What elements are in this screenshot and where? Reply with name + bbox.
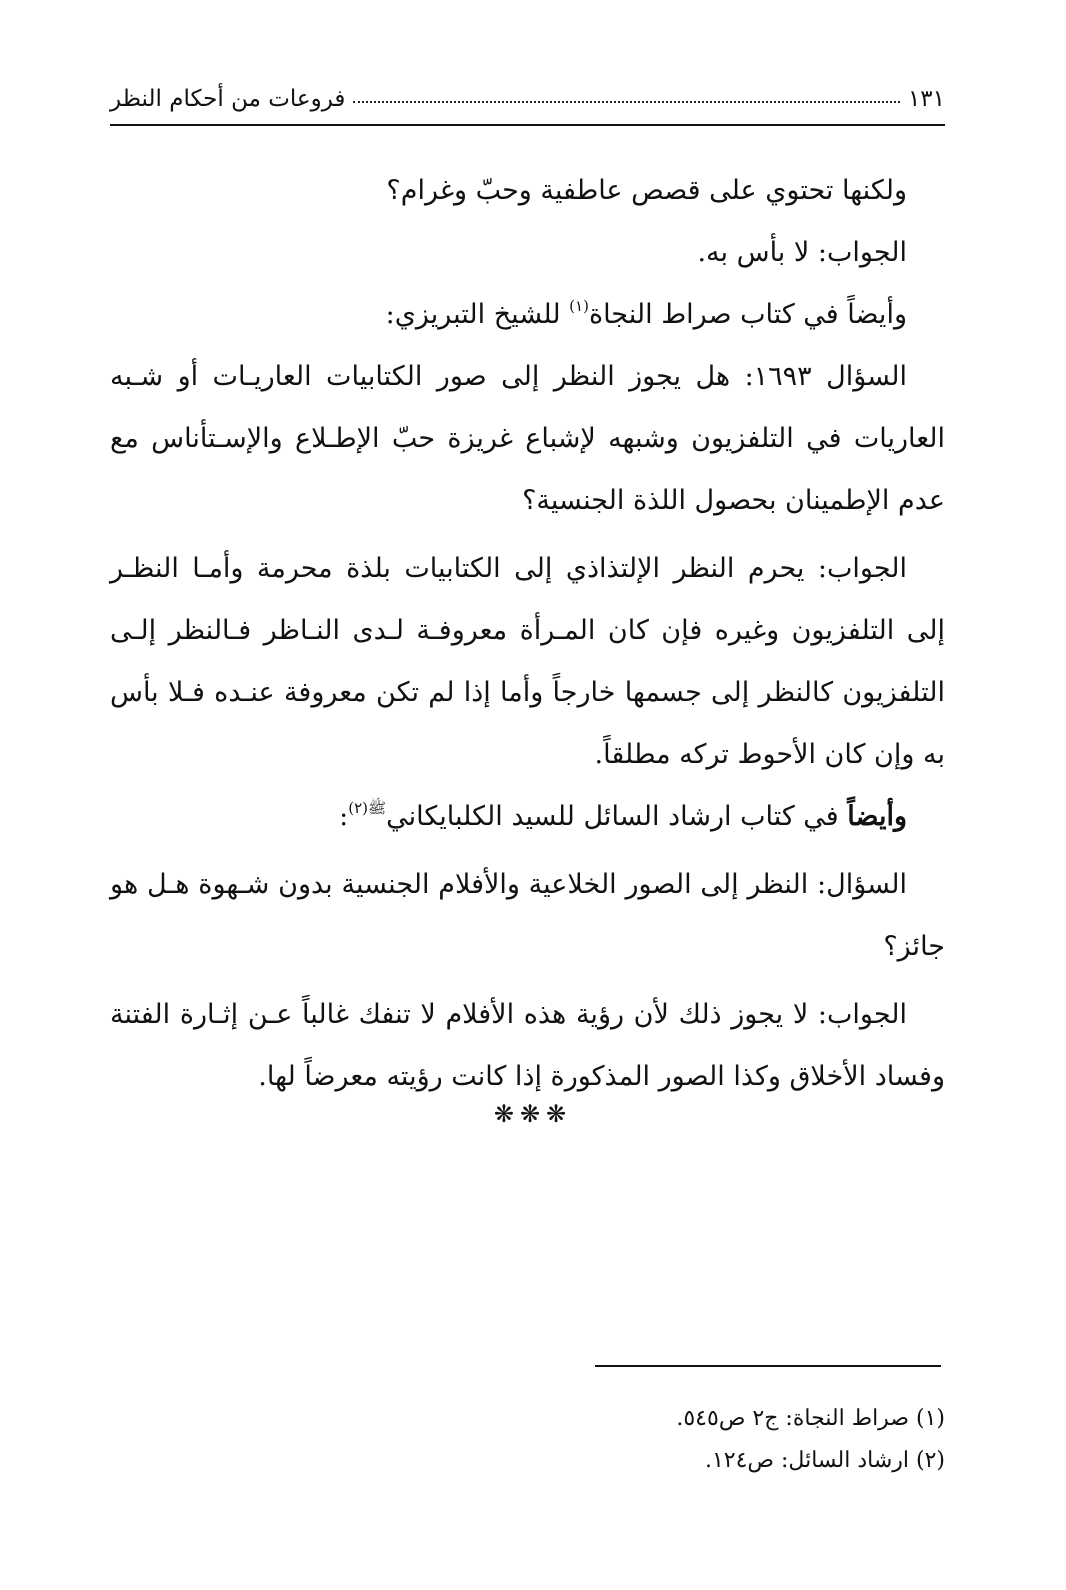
page-header bbox=[110, 72, 945, 112]
paragraph-answer-2: الجواب: يحرم النظر الإلتذاذي إلى الكتابيات بلذة محرمة وأمـا النظـر إلى التلفزيون وغيره فإن كان المـرأة معروفـة لـدى النـاظر فـالنظر إلـى التلفزيون كالنظر إلى جسمها خارجاً وأما إذا لم تكن معروفة عنـده فـلا بأس به وإن كان الأحوط تركه مطلقاً. bbox=[110, 553, 945, 770]
source-1-text: وأيضاً في كتاب صراط النجاة bbox=[588, 299, 907, 330]
paragraph-source-1 bbox=[110, 284, 945, 346]
footnote-2: (٢) ارشاد السائل: ص١٢٤. bbox=[704, 1448, 945, 1473]
page-number: ١٣١ bbox=[907, 86, 945, 112]
paragraph-answer-1: الجواب: لا بأس به. bbox=[697, 237, 907, 268]
running-title: فروعات من أحكام النظر bbox=[110, 86, 346, 112]
body-text bbox=[110, 160, 945, 1108]
source-2-text: في كتاب ارشاد السائل للسيد الكلبايكاني bbox=[386, 801, 848, 832]
footnote-rule bbox=[595, 1365, 941, 1367]
paragraph-source-2 bbox=[110, 786, 945, 848]
source-2-colon: : bbox=[339, 801, 349, 832]
footnote-ref-1: (١) bbox=[569, 297, 589, 315]
paragraph-answer-3: الجواب: لا يجوز ذلك لأن رؤية هذه الأفلام لا تنفك غالباً عـن إثـارة الفتنة وفساد الأخلاق وكذا الصور المذكورة إذا كانت رؤيته معرضاً لها. bbox=[110, 999, 945, 1092]
paragraph-question-2: السؤال: النظر إلى الصور الخلاعية والأفلام الجنسية بدون شـهوة هـل هو جائز؟ bbox=[110, 869, 945, 962]
source-1-author: للشيخ التبريزي: bbox=[385, 299, 570, 330]
header-rule bbox=[110, 124, 945, 126]
section-separator: ❋❋❋ bbox=[493, 1100, 573, 1128]
paragraph-question-continuation: ولكنها تحتوي على قصص عاطفية وحبّ وغرام؟ bbox=[386, 175, 907, 206]
footnote-1: (١) صراط النجاة: ج٢ ص٥٤٥. bbox=[676, 1406, 945, 1431]
source-2-bold: وأيضاً bbox=[847, 801, 907, 832]
paragraph-question-1693: السؤال ١٦٩٣: هل يجوز النظر إلى صور الكتابيات العاريـات أو شـبه العاريات في التلفزيون وشبهه لإشباع غريزة حبّ الإطـلاع والإسـتأناس مع عدم الإطمينان بحصول اللذة الجنسية؟ bbox=[110, 361, 945, 516]
honorific-glyph: ﷺ bbox=[368, 799, 387, 817]
header-dot-leader bbox=[353, 101, 900, 103]
footnotes bbox=[400, 1398, 945, 1482]
footnote-ref-2: (٢) bbox=[348, 799, 368, 817]
